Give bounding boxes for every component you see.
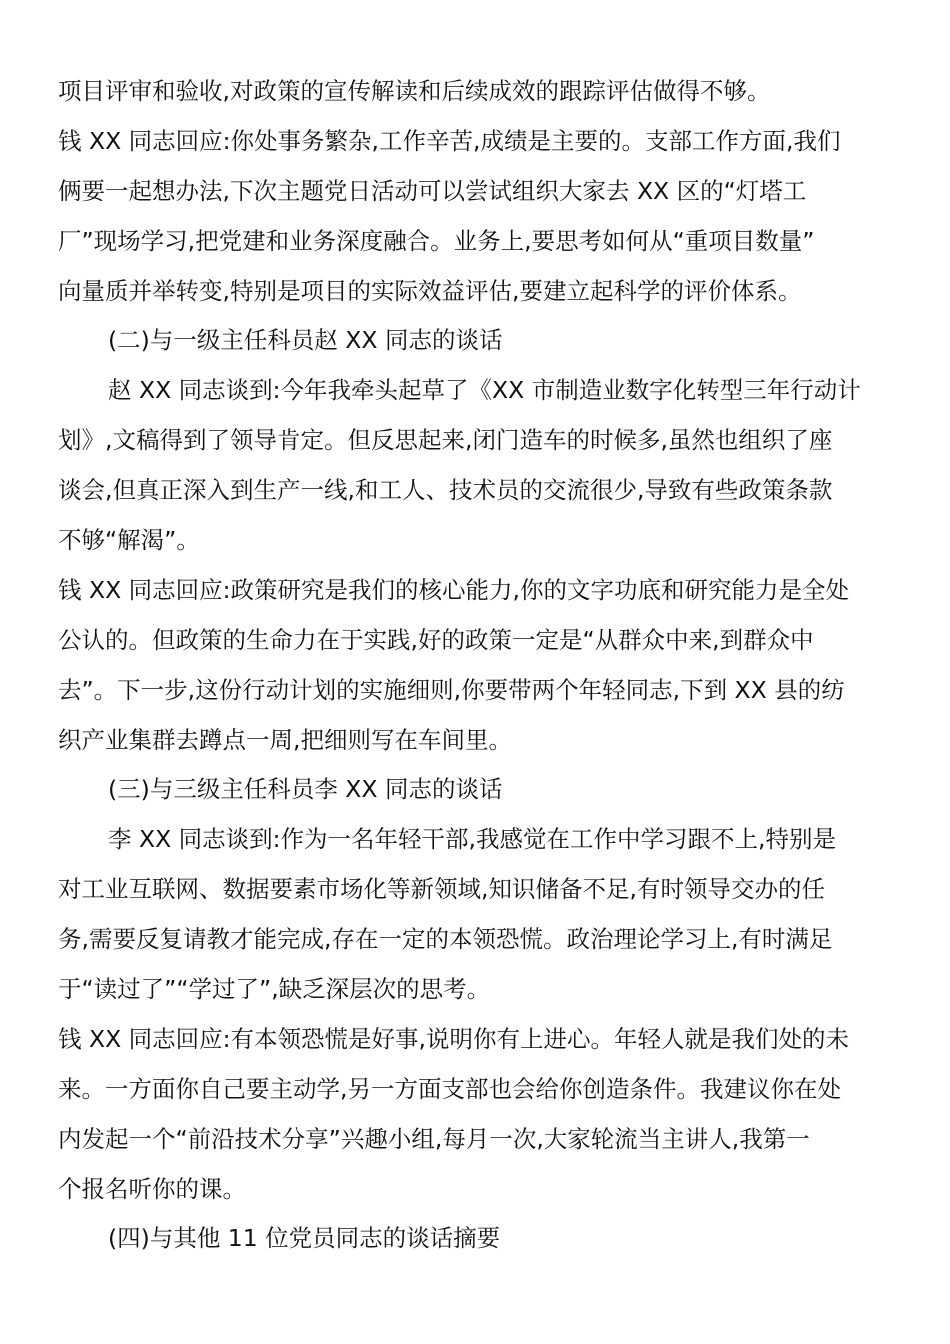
section-heading-3 <box>58 765 894 815</box>
text-line: 不够“解渴”。 <box>58 526 200 555</box>
text-line: 于“读过了”“学过了”,缺乏深层次的思考。 <box>58 975 491 1004</box>
section-heading-text: (四)与其他 11 位党员同志的谈话摘要 <box>108 1224 501 1253</box>
text-line: 内发起一个“前沿技术分享”兴趣小组,每月一次,大家轮流当主讲人,我第一 <box>58 1124 810 1153</box>
paragraph-response-1 <box>58 117 894 317</box>
section-heading-4 <box>58 1214 894 1264</box>
section-heading-text: (二)与一级主任科员赵 XX 同志的谈话 <box>108 326 503 355</box>
text-line: 去”。下一步,这份行动计划的实施细则,你要带两个年轻同志,下到 XX 县的纺 <box>58 675 845 704</box>
paragraph-statement-zhao <box>58 366 894 566</box>
text-line: 谈会,但真正深入到生产一线,和工人、技术员的交流很少,导致有些政策条款 <box>58 476 833 505</box>
section-heading-text: (三)与三级主任科员李 XX 同志的谈话 <box>108 775 503 804</box>
text-line: 个报名听你的课。 <box>58 1174 246 1203</box>
text-line: 对工业互联网、数据要素市场化等新领域,知识储备不足,有时领导交办的任 <box>58 875 825 904</box>
text-line: 公认的。但政策的生命力在于实践,好的政策一定是“从群众中来,到群众中 <box>58 625 814 654</box>
text-line: 钱 XX 同志回应:政策研究是我们的核心能力,你的文字功底和研究能力是全处 <box>58 575 850 604</box>
section-heading-2 <box>58 316 894 366</box>
paragraph-statement-li <box>58 815 894 1015</box>
paragraph-continuation <box>58 67 894 117</box>
document-page <box>58 67 894 1264</box>
paragraph-response-3 <box>58 1015 894 1215</box>
text-line: 务,需要反复请教才能完成,存在一定的本领恐慌。政治理论学习上,有时满足 <box>58 925 833 954</box>
paragraph-response-2 <box>58 566 894 766</box>
text-line: 李 XX 同志谈到:作为一名年轻干部,我感觉在工作中学习跟不上,特别是 <box>108 825 836 854</box>
text-line: 向量质并举转变,特别是项目的实际效益评估,要建立起科学的评价体系。 <box>58 276 802 305</box>
text-line: 俩要一起想办法,下次主题党日活动可以尝试组织大家去 XX 区的“灯塔工 <box>58 176 807 205</box>
text-line: 项目评审和验收,对政策的宣传解读和后续成效的跟踪评估做得不够。 <box>58 77 771 105</box>
text-line: 来。一方面你自己要主动学,另一方面支部也会给你创造条件。我建议你在处 <box>58 1074 841 1103</box>
text-line: 钱 XX 同志回应:有本领恐慌是好事,说明你有上进心。年轻人就是我们处的未 <box>58 1024 850 1053</box>
text-line: 厂”现场学习,把党建和业务深度融合。业务上,要思考如何从“重项目数量” <box>58 226 815 255</box>
text-line: 钱 XX 同志回应:你处事务繁杂,工作辛苦,成绩是主要的。支部工作方面,我们 <box>58 126 841 155</box>
text-line: 织产业集群去蹲点一周,把细则写在车间里。 <box>58 725 512 754</box>
text-line: 赵 XX 同志谈到:今年我牵头起草了《XX 市制造业数字化转型三年行动计 <box>108 376 861 405</box>
text-line: 划》,文稿得到了领导肯定。但反思起来,闭门造车的时候多,虽然也组织了座 <box>58 426 833 455</box>
